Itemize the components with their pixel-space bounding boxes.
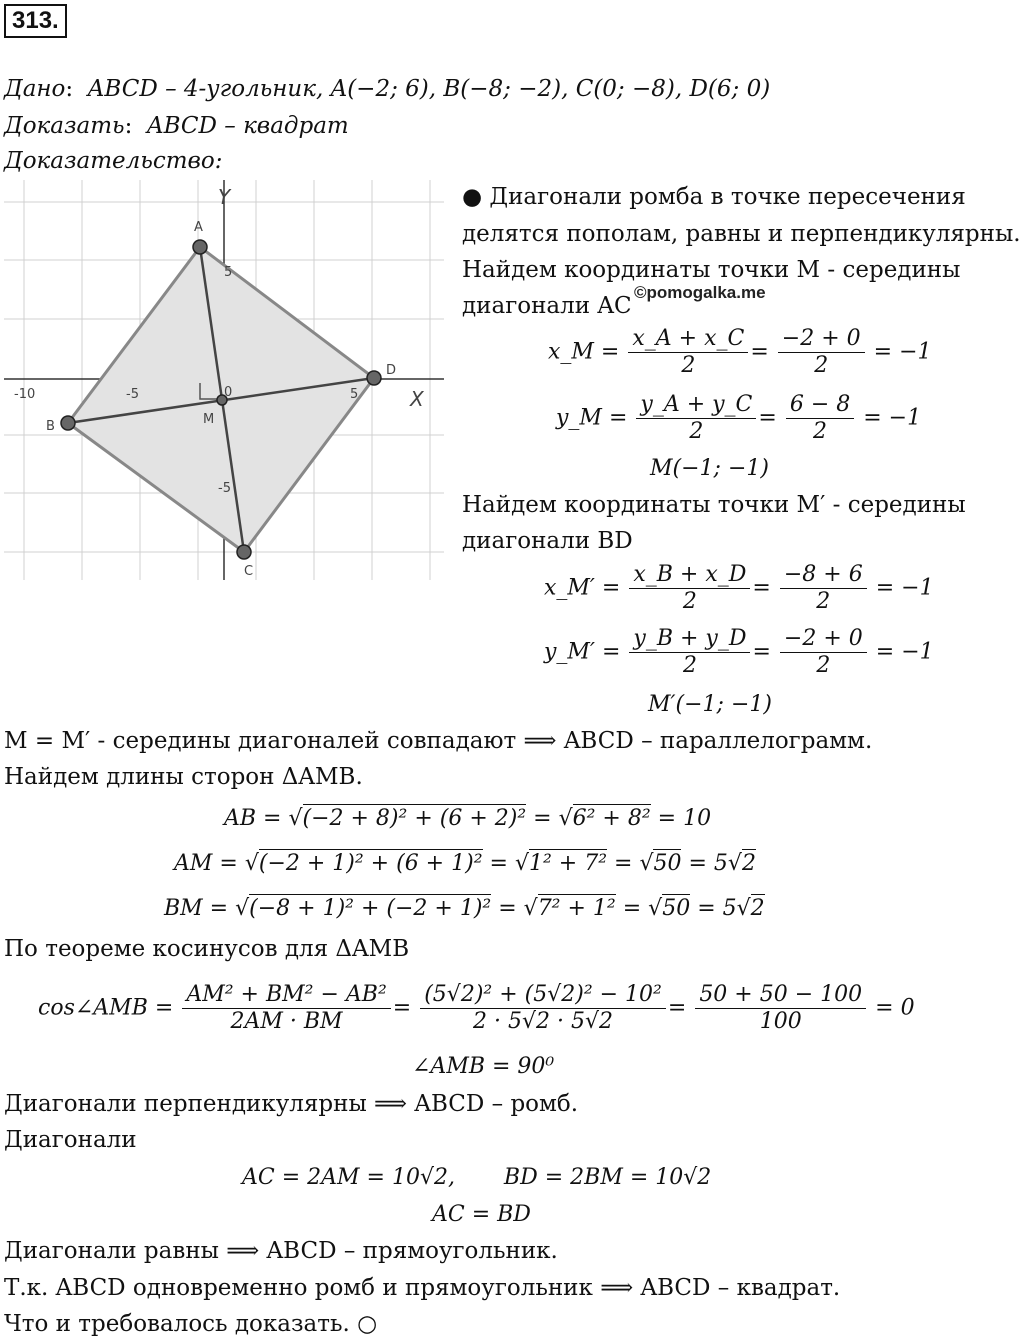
label-b: B — [46, 419, 55, 434]
point-d — [367, 371, 381, 385]
diagonals-equal: AC = BD — [432, 1202, 531, 1227]
tick-x-neg5: -5 — [126, 387, 139, 402]
ym-result: = −1 — [863, 405, 922, 431]
ym2-formula: y_M′ = $\frac{y\_B + y\_D}{2}$ = $\frac{-2 + 0}{2}$ = −1 — [544, 626, 934, 678]
xm2-result: = −1 — [875, 575, 934, 601]
given-label: Дано — [4, 76, 66, 102]
xm-lhs: x_M = — [548, 339, 620, 365]
ym-lhs: y_M = — [556, 405, 628, 431]
prove-line: Доказать: ABCD – квадрат — [4, 113, 349, 139]
am-eq2: = — [614, 851, 633, 876]
cos-lhs: cos∠AMB = — [38, 995, 174, 1021]
ab-formula: AB = √(−2 + 8)² + (6 + 2)² = √6² + 8² = 10 — [224, 806, 712, 831]
bm-lhs: BM = — [164, 896, 229, 921]
body-line-5: Диагонали — [4, 1127, 137, 1153]
diagonals-equation: AC = 2AM = 10√2, BD = 2BM = 10√2 — [242, 1165, 712, 1190]
bm-result: = 5 — [697, 896, 737, 921]
point-a — [193, 240, 207, 254]
am-result: = 5 — [688, 851, 728, 876]
am-eq: = — [489, 851, 508, 876]
watermark: ©pomogalka.me — [634, 283, 766, 302]
label-a: A — [194, 220, 203, 235]
am-formula: AM = √(−2 + 1)² + (6 + 1)² = √1² + 7² = √50 = 5√2 — [174, 851, 756, 876]
bm-root1: (−8 + 1)² + (−2 + 1)² — [249, 896, 492, 921]
ym2-lhs: y_M′ = — [544, 639, 621, 665]
bm-root2: 7² + 1² — [537, 896, 616, 921]
tick-x-neg10: -10 — [14, 387, 36, 402]
ym-formula: y_M = $\frac{y\_A + y\_C}{2}$ = $\frac{6 - 8}{2}$ = −1 — [556, 392, 922, 444]
tick-y-5: 5 — [224, 265, 233, 280]
xm2-den1: 2 — [682, 589, 697, 614]
label-m: M — [203, 412, 215, 427]
xm2-num1: x_B + x_D — [629, 562, 750, 589]
body-line-7: Т.к. ABCD одновременно ромб и прямоугольник ⟹ ABCD – квадрат. — [4, 1275, 841, 1301]
xm-den1: 2 — [681, 353, 696, 378]
cosine-formula: cos∠AMB = $\frac{\text{AM² + BM² − AB²}}{2AM \cdot BM}$ = $\frac{\text{(5√2)² + (5√2)² − 10²}}{2 \cdot 5√2 \cdot 5√2}$ = $\frac{50 + 50 - 100}{100}$ = 0 — [38, 982, 915, 1034]
ym-den2: 2 — [813, 419, 828, 444]
xm-num1: x_A + x_C — [628, 326, 748, 353]
label-c: C — [244, 564, 254, 579]
cos-result: = 0 — [875, 995, 915, 1021]
xm-den2: 2 — [814, 353, 829, 378]
xm2-lhs: x_M′ = — [544, 575, 621, 601]
body-line-3: По теореме косинусов для ΔAMB — [4, 936, 410, 962]
bm-eq: = — [498, 896, 517, 921]
tick-origin: 0 — [224, 385, 233, 400]
ab-eq: = — [533, 806, 552, 831]
cos-den3: 100 — [759, 1009, 802, 1034]
ym-num1: y_A + y_C — [636, 392, 756, 419]
m-coordinates: M(−1; −1) — [650, 456, 769, 481]
right-line-3: Найдем координаты точки M - середины — [462, 257, 961, 283]
point-b — [61, 416, 75, 430]
point-c — [237, 545, 251, 559]
axis-y-label: Y — [218, 185, 231, 209]
ab-lhs: AB = — [224, 806, 282, 831]
body-line-2: Найдем длины сторон ΔAMB. — [4, 764, 363, 790]
right-line-5: Найдем координаты точки M′ - середины — [462, 492, 966, 518]
xm-result: = −1 — [873, 339, 932, 365]
bm-eq2: = — [622, 896, 642, 921]
coordinate-graph — [4, 180, 444, 580]
axis-x-label: X — [410, 387, 424, 411]
tick-x-5: 5 — [350, 387, 359, 402]
cos-num3: 50 + 50 − 100 — [695, 982, 866, 1009]
cos-den2: 2 · 5√2 · 5√2 — [473, 1009, 614, 1034]
given-text: ABCD – 4-угольник, A(−2; 6), B(−8; −2), C(0; −8), D(6; 0) — [87, 76, 771, 102]
cos-num1: AM² + BM² − AB² — [182, 982, 390, 1009]
label-d: D — [386, 363, 397, 378]
xm2-den2: 2 — [816, 589, 831, 614]
ym2-num2: −2 + 0 — [780, 626, 867, 653]
cos-den1: 2AM · BM — [230, 1009, 343, 1034]
am-root3: 50 — [653, 851, 682, 876]
tick-y-neg5: -5 — [218, 481, 231, 496]
proof-label: Доказательство: — [4, 148, 223, 174]
xm2-formula: x_M′ = $\frac{x\_B + x\_D}{2}$ = $\frac{-8 + 6}{2}$ = −1 — [544, 562, 934, 614]
body-line-8: Что и требовалось доказать. ○ — [4, 1311, 378, 1337]
xm2-num2: −8 + 6 — [780, 562, 867, 589]
ym2-den2: 2 — [816, 653, 831, 678]
right-line-1: ● Диагонали ромба в точке пересечения — [462, 184, 966, 210]
angle-result: ∠AMB = 90⁰ — [412, 1054, 555, 1079]
prove-text: ABCD – квадрат — [146, 113, 349, 139]
ab-root1: (−2 + 8)² + (6 + 2)² — [302, 806, 527, 831]
bm-root3: 50 — [662, 896, 691, 921]
ab-result: = 10 — [657, 806, 712, 831]
body-line-1: M = M′ - середины диагоналей совпадают ⟹ ABCD – параллелограмм. — [4, 728, 873, 754]
xm-formula: x_M = $\frac{x\_A + x\_C}{2}$ = $\frac{-2 + 0}{2}$ = −1 — [548, 326, 932, 378]
am-root1: (−2 + 1)² + (6 + 1)² — [258, 851, 483, 876]
am-lhs: AM = — [174, 851, 238, 876]
ym2-num1: y_B + y_D — [629, 626, 750, 653]
am-root2: 1² + 7² — [528, 851, 608, 876]
right-line-6: диагонали BD — [462, 528, 633, 554]
ym2-den1: 2 — [682, 653, 697, 678]
m2-coordinates: M′(−1; −1) — [648, 692, 772, 717]
bm-root4: 2 — [750, 896, 765, 921]
body-line-4: Диагонали перпендикулярны ⟹ ABCD – ромб. — [4, 1091, 579, 1117]
ab-root2: 6² + 8² — [572, 806, 651, 831]
am-root4: 2 — [741, 851, 756, 876]
right-line-2: делятся пополам, равны и перпендикулярны. — [462, 221, 1021, 247]
xm-num2: −2 + 0 — [778, 326, 865, 353]
ym2-result: = −1 — [875, 639, 934, 665]
bm-formula: BM = √(−8 + 1)² + (−2 + 1)² = √7² + 1² = √50 = 5√2 — [164, 896, 765, 921]
ym-num2: 6 − 8 — [786, 392, 854, 419]
given-line: Дано: ABCD – 4-угольник, A(−2; 6), B(−8; −2), C(0; −8), D(6; 0) — [4, 76, 771, 102]
right-line-4: диагонали AC — [462, 293, 632, 319]
prove-label: Доказать — [4, 113, 125, 139]
cos-num2: (5√2)² + (5√2)² − 10² — [420, 982, 666, 1009]
body-line-6: Диагонали равны ⟹ ABCD – прямоугольник. — [4, 1238, 558, 1264]
problem-number: 313. — [4, 4, 67, 38]
ym-den1: 2 — [689, 419, 704, 444]
